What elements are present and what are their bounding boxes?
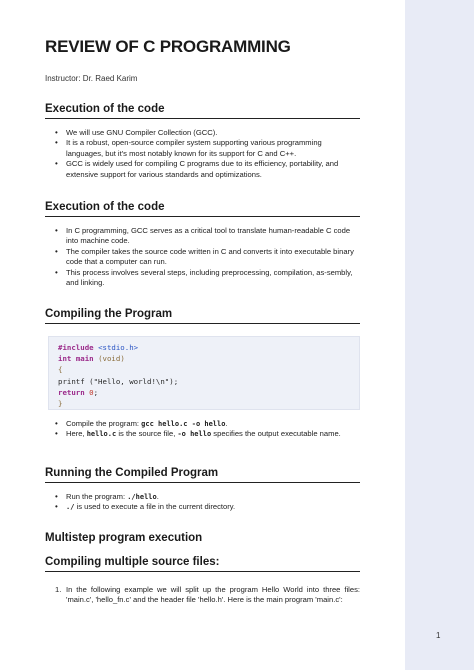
section-heading-compiling: Compiling the Program bbox=[45, 308, 360, 324]
code-token: ; bbox=[93, 387, 99, 397]
text-span: Here, bbox=[66, 429, 85, 439]
text-span: is the source file, bbox=[118, 429, 176, 439]
code-block bbox=[48, 336, 360, 410]
code-token: main bbox=[75, 354, 94, 364]
code-line bbox=[58, 387, 350, 398]
list-item: • It is a robust, open-source compiler system supporting various programming languages, but it's most notably known for its support for C and C++. bbox=[55, 138, 355, 159]
list-item bbox=[55, 419, 355, 429]
instructor-line: Instructor: Dr. Raed Karim bbox=[45, 74, 138, 83]
inline-code: gcc hello.c -o hello bbox=[141, 420, 226, 428]
bullet-list-execution-1 bbox=[55, 128, 355, 180]
code-line bbox=[58, 364, 350, 375]
bullet-list-running bbox=[55, 492, 355, 513]
list-item bbox=[55, 585, 360, 606]
code-token: return bbox=[58, 387, 85, 397]
list-item bbox=[55, 492, 355, 502]
section-heading-execution-1: Execution of the code bbox=[45, 103, 360, 119]
code-token: printf bbox=[58, 376, 85, 386]
text-span: . bbox=[156, 492, 159, 501]
list-item: • In C programming, GCC serves as a critical tool to translate human-readable C code into machine code. bbox=[55, 226, 355, 247]
bullet-list-execution-2 bbox=[55, 226, 355, 288]
list-item bbox=[55, 502, 355, 512]
section-heading-multistep: Multistep program execution bbox=[45, 532, 203, 544]
code-token: (void) bbox=[98, 354, 125, 364]
inline-code: ./hello bbox=[127, 493, 157, 501]
text-span: Run the program: bbox=[66, 492, 126, 501]
list-item bbox=[55, 429, 355, 439]
list-item: • We will use GNU Compiler Collection (GCC). bbox=[55, 128, 355, 138]
code-line bbox=[58, 398, 350, 409]
code-token: } bbox=[58, 399, 63, 409]
code-token: #include bbox=[58, 343, 94, 352]
document-title: REVIEW OF C PROGRAMMING bbox=[45, 37, 291, 56]
code-line bbox=[58, 342, 350, 353]
list-item-text: In the following example we will split up the program Hello World into three files: 'main.c', 'hello_fn.c' and the header file 'hello.h'. Here is the main program 'main.c': bbox=[66, 585, 360, 605]
code-token: int bbox=[58, 354, 72, 364]
bullet-list-compiling bbox=[55, 419, 355, 440]
inline-code: -o hello bbox=[177, 430, 212, 439]
text-span: Compile the program: bbox=[66, 419, 140, 428]
page-number: 1 bbox=[436, 631, 441, 640]
numbered-list-multiple-files bbox=[55, 585, 360, 606]
list-item: • The compiler takes the source code written in C and converts it into executable binary code that a computer can run. bbox=[55, 247, 355, 268]
list-item: • This process involves several steps, including preprocessing, compilation, as-sembly, and linking. bbox=[55, 268, 355, 289]
section-heading-multiple-files: Compiling multiple source files: bbox=[45, 556, 360, 572]
code-line bbox=[58, 376, 350, 387]
inline-code: hello.c bbox=[86, 430, 117, 439]
list-number: 1. bbox=[55, 585, 62, 594]
code-token: { bbox=[58, 365, 63, 375]
section-heading-running: Running the Compiled Program bbox=[45, 467, 360, 483]
code-token: <stdio.h> bbox=[98, 343, 139, 352]
inline-code: ./ bbox=[66, 503, 75, 512]
section-heading-execution-2: Execution of the code bbox=[45, 201, 360, 217]
text-span: specifies the output executable name. bbox=[213, 429, 341, 439]
code-token: ("Hello, world!\n"); bbox=[89, 376, 179, 386]
code-token: 0 bbox=[89, 387, 94, 397]
code-line bbox=[58, 353, 350, 364]
page-side-margin bbox=[405, 0, 474, 670]
list-item: • GCC is widely used for compiling C programs due to its efficiency, portability, and extensive support for various standards and optimizations. bbox=[55, 159, 355, 180]
text-span: is used to execute a file in the current directory. bbox=[76, 502, 236, 512]
text-span: . bbox=[225, 419, 228, 428]
